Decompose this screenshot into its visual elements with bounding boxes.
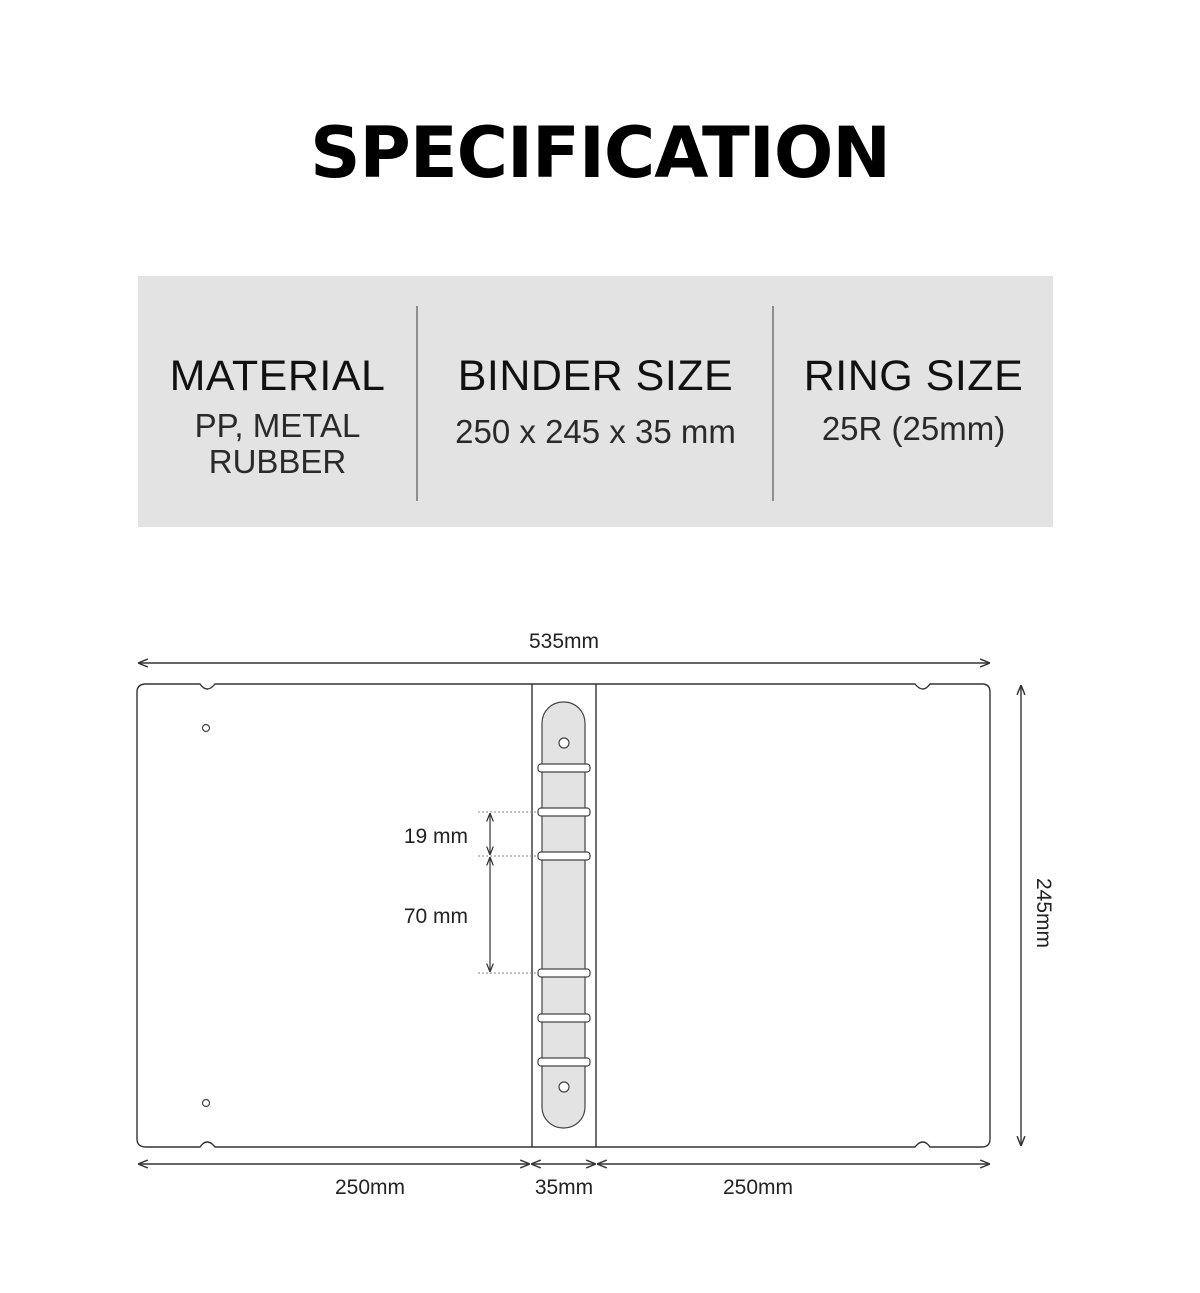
- total-width-label: 535mm: [528, 630, 600, 653]
- spec-value: PP, METAL: [194, 407, 361, 444]
- spine-label: 35mm: [534, 1176, 594, 1199]
- hole-icon: [203, 725, 210, 732]
- hole-icon: [203, 1100, 210, 1107]
- left-cover-label: 250mm: [334, 1176, 406, 1199]
- page-title: SPECIFICATION: [310, 112, 890, 194]
- spec-ring-size: [774, 276, 1053, 527]
- spec-heading: BINDER SIZE: [457, 352, 734, 400]
- spec-value: 25R (25mm): [821, 410, 1006, 447]
- ring-gap-large-label: 70 mm: [403, 905, 468, 928]
- ring: [538, 969, 590, 977]
- ring: [538, 852, 590, 860]
- spec-material: [138, 276, 417, 527]
- rivet-icon: [559, 738, 569, 748]
- ring: [538, 1058, 590, 1066]
- rivet-icon: [559, 1082, 569, 1092]
- spec-heading: RING SIZE: [803, 352, 1024, 400]
- spec-heading: MATERIAL: [169, 352, 386, 400]
- height-label: 245mm: [1032, 877, 1055, 949]
- ring: [538, 808, 590, 816]
- binder-diagram: [0, 600, 1200, 1220]
- spec-binder-size: [418, 276, 773, 527]
- spec-value: 250 x 245 x 35 mm: [455, 413, 736, 450]
- ring-gap-small-label: 19 mm: [403, 825, 468, 848]
- ring: [538, 764, 590, 772]
- spec-panel: [138, 276, 1053, 527]
- right-cover-label: 250mm: [722, 1176, 794, 1199]
- spec-value: RUBBER: [208, 443, 347, 480]
- ring: [538, 1014, 590, 1022]
